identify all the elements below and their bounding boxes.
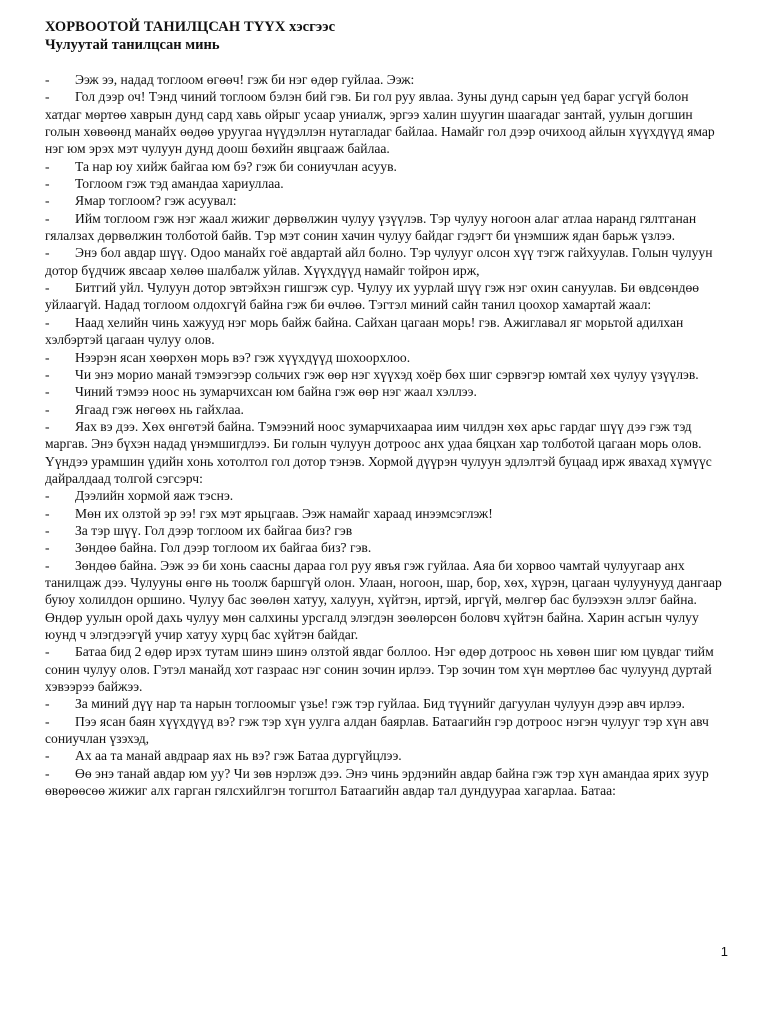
paragraph-text: Мөн их олзтой эр ээ! гэх мэт ярьцгаав. Ээж намайг хараад инээмсэглэж! — [75, 505, 493, 521]
dialogue-paragraph — [45, 557, 725, 644]
paragraph-text: Ах аа та манай авдраар яах нь вэ? гэж Батаа дургүйцлээ. — [75, 748, 402, 764]
dialogue-paragraph — [45, 401, 725, 418]
dialogue-dash: - — [45, 89, 50, 105]
dialogue-paragraph — [45, 522, 725, 539]
paragraph-text: Ээж ээ, надад тоглоом өгөөч! гэж би нэг өдөр гуйлаа. Ээж: — [75, 72, 415, 87]
dialogue-dash: - — [45, 540, 50, 556]
paragraph-text: Энэ бол авдар шүү. Одоо манайх гоё авдартай айл болно. Тэр чулууг олсон хүү тэгж гайхуулав. Голын чулуун дотор бүдчиж явсаар хөлөө шалбалж уйлав. Хүүхдүүд намайг тойрон ирж, — [45, 245, 713, 278]
dialogue-dash: - — [45, 193, 50, 209]
dialogue-paragraph — [45, 418, 725, 487]
dialogue-paragraph — [45, 210, 725, 245]
paragraph-text: Пээ ясан баян хүүхдүүд вэ? гэж тэр хүн уулга алдан баярлав. Батаагийн гэр дотроос нэгэн чулууг тэр хүн авч сониучлан үзэхэд, — [45, 713, 709, 747]
page-number: 1 — [720, 944, 728, 959]
dialogue-dash: - — [45, 366, 50, 382]
dialogue-dash: - — [45, 158, 50, 174]
paragraph-text: Тоглоом гэж тэд амандаа хариуллаа. — [75, 176, 284, 192]
dialogue-dash: - — [45, 280, 50, 296]
dialogue-dash: - — [45, 176, 50, 192]
paragraph-text: Өө энэ танай авдар юм уу? Чи зөв нэрлэж дээ. Энэ чинь эрдэнийн авдар байна гэж тэр хүн амандаа ярих зуур өвөрөөсөө жижиг алх гарган гялсхийлгэн тогштол Батаагийн авдар тал дундуураа хагарлаа. Батаа: — [45, 765, 709, 799]
dialogue-paragraph — [45, 383, 725, 400]
paragraph-text: Зөндөө байна. Ээж ээ би хонь саасны дараа гол руу явъя гэж гуйлаа. Аяа би хорвоо чамтай чулуугаар анх танилцаж дээ. Чулууны өнгө нь тоолж баршгүй олон. Улаан, ногоон, шар, бор, хөх, хүрэн, цагаан чулуунууд дангаар буюу холилдон оршино. Чулуу бас зөөлөн хатуу, халуун, хүйтэн, иртэй, иргүй, мөлгөр бас булээхэн эллэг байна. Өндөр уулын орой дахь чулуу мөн салхины урсгалд элэгдэн зөөлөрсөн боловч хүйтэн байна. Харин асгын чулуу юунд ч элэгдээгүй учир хатуу хурц бас хүйтэн байдаг. — [45, 557, 722, 642]
dialogue-dash: - — [45, 522, 50, 538]
dialogue-dash: - — [45, 418, 50, 434]
paragraph-text: За миний дүү нар та нарын тоглоомыг үзье! гэж тэр гуйлаа. Бид түүнийг дагуулан чулуун дээр авч ирлээ. — [75, 696, 685, 712]
paragraph-text: Нээрэн ясан хөөрхөн морь вэ? гэж хүүхдүүд шохоорхлоо. — [75, 349, 411, 365]
dialogue-dash: - — [45, 384, 50, 400]
paragraph-text: Зөндөө байна. Гол дээр тоглоом их байгаа биз? гэв. — [75, 540, 372, 556]
paragraph-text: Чи энэ морио манай тэмээгээр сольчих гэж өөр нэг хүүхэд хоёр бөх шиг сэрвэгэр юмтай хөх чулуу үзүүлэв. — [75, 366, 699, 382]
dialogue-dash: - — [45, 748, 50, 764]
paragraph-text: Батаа бид 2 өдөр ирэх тутам шинэ шинэ олзтой явдаг боллоо. Нэг өдөр дотроос нь хөвөн шиг юм цувдаг тийм сонин чулуу олов. Гэтэл манайд хот газраас нэг сонин зочин ирлээ. Тэр зочин том хүн мөртлөө бас чулуунд дуртай хэвээрээ байжээ. — [45, 644, 714, 695]
dialogue-paragraph — [45, 539, 725, 556]
dialogue-dash: - — [45, 488, 50, 504]
paragraph-text: Чиний тэмээ ноос нь зумарчихсан юм байна гэж өөр нэг жаал хэллээ. — [75, 384, 477, 400]
dialogue-dash: - — [45, 210, 50, 226]
paragraph-text: Гол дээр оч! Тэнд чиний тоглоом бэлэн бий гэв. Би гол руу явлаа. Зуны дунд сарын үед бараг усгүй болон хатдаг мөртөө хаврын дунд сард хавь ойрыг усаар униалж, эргээ халин шуугин шаагадаг зантай, уулын догшин голын хөвөөнд манайх өөдөө уруугаа нүүдэллэн нутагладаг байлаа. Намайг гол дээр очихоод айлын хүүхдүүд ямар нэг юм эрэх мэт чулуун дунд доош бөхийн явцгааж байлаа. — [45, 89, 715, 157]
dialogue-paragraph — [45, 192, 725, 209]
dialogue-paragraph — [45, 244, 725, 279]
dialogue-paragraph — [45, 175, 725, 192]
paragraph-text: Ямар тоглоом? гэж асуувал: — [75, 193, 237, 209]
paragraph-text: Ягаад гэж нөгөөх нь гайхлаа. — [75, 401, 244, 417]
dialogue-paragraph — [45, 643, 725, 695]
paragraph-text: Ийм тоглоом гэж нэг жаал жижиг дөрвөлжин чулуу үзүүлэв. Тэр чулуу ногоон алаг атлаа наранд гялтганан гялалзах дөрвөлжин толботой байв. Тэр мэт сонин хачин чулуу байдаг гэдэгт би үнэмшиж ядан барьж үзлээ. — [45, 210, 697, 244]
dialogue-paragraph — [45, 314, 725, 349]
dialogue-dash: - — [45, 314, 50, 330]
dialogue-dash: - — [45, 713, 50, 729]
dialogue-paragraph — [45, 71, 725, 88]
document-title: ХОРВООТОЙ ТАНИЛЦСАН ТҮҮХ хэсгээс — [45, 19, 336, 35]
dialogue-dash: - — [45, 72, 50, 87]
body-text — [45, 71, 725, 799]
dialogue-dash: - — [45, 644, 50, 660]
paragraph-text: Наад хелийн чинь хажууд нэг морь байж байна. Сайхан цагаан морь! гэв. Ажиглавал яг морьтой адилхан хэлбэртэй цагаан чулуу олов. — [45, 314, 684, 348]
paragraph-text: Битгий уйл. Чулуун дотор эвтэйхэн гишгэж сур. Чулуу их уурлай шүү гэж нэг охин сануулав. Би өвдсөндөө уйлаагүй. Надад тоглоом олдохгүй байна гэж би өчлөө. Тэгтэл миний сайн танил цоохор хамартай жаал: — [45, 280, 700, 313]
paragraph-text: Та нар юу хийж байгаа юм бэ? гэж би сониучлан асуув. — [75, 158, 397, 174]
dialogue-paragraph — [45, 279, 725, 314]
dialogue-dash: - — [45, 696, 50, 712]
dialogue-dash: - — [45, 245, 50, 261]
dialogue-paragraph — [45, 349, 725, 366]
dialogue-dash: - — [45, 505, 50, 521]
dialogue-paragraph — [45, 505, 725, 522]
dialogue-paragraph — [45, 158, 725, 175]
dialogue-dash: - — [45, 349, 50, 365]
document-subtitle: Чулуутай танилцсан минь — [45, 37, 220, 53]
dialogue-dash: - — [45, 401, 50, 417]
dialogue-paragraph — [45, 765, 725, 800]
dialogue-paragraph — [45, 366, 725, 383]
paragraph-text: Дээлийн хормой яаж тэснэ. — [75, 488, 234, 504]
document-page — [45, 18, 725, 799]
dialogue-dash: - — [45, 557, 50, 573]
dialogue-paragraph — [45, 88, 725, 157]
paragraph-text: За тэр шүү. Гол дээр тоглоом их байгаа биз? гэв — [75, 522, 353, 538]
dialogue-paragraph — [45, 747, 725, 764]
dialogue-paragraph — [45, 487, 725, 504]
dialogue-dash: - — [45, 765, 50, 781]
paragraph-text: Яах вэ дээ. Хөх өнгөтэй байна. Тэмээний ноос зумарчихаараа иим чилдэн хөх арьс гардаг шүү дээ гэж тэд маргав. Энэ бүхэн надад үнэмшигдлээ. Би голын чулуун дотроос анх удаа бяцхан хар толботой цагаан морь олов. Үүндээ урамшин үдийн хонь хотолтол гол дотор тэнэв. Хормой дүүрэн чулуун эдлэлтэй буцаад ирж явахад хүмүүс дайралдаад толгой сэгсэрч: — [45, 418, 712, 486]
dialogue-paragraph — [45, 695, 725, 712]
dialogue-paragraph — [45, 713, 725, 748]
